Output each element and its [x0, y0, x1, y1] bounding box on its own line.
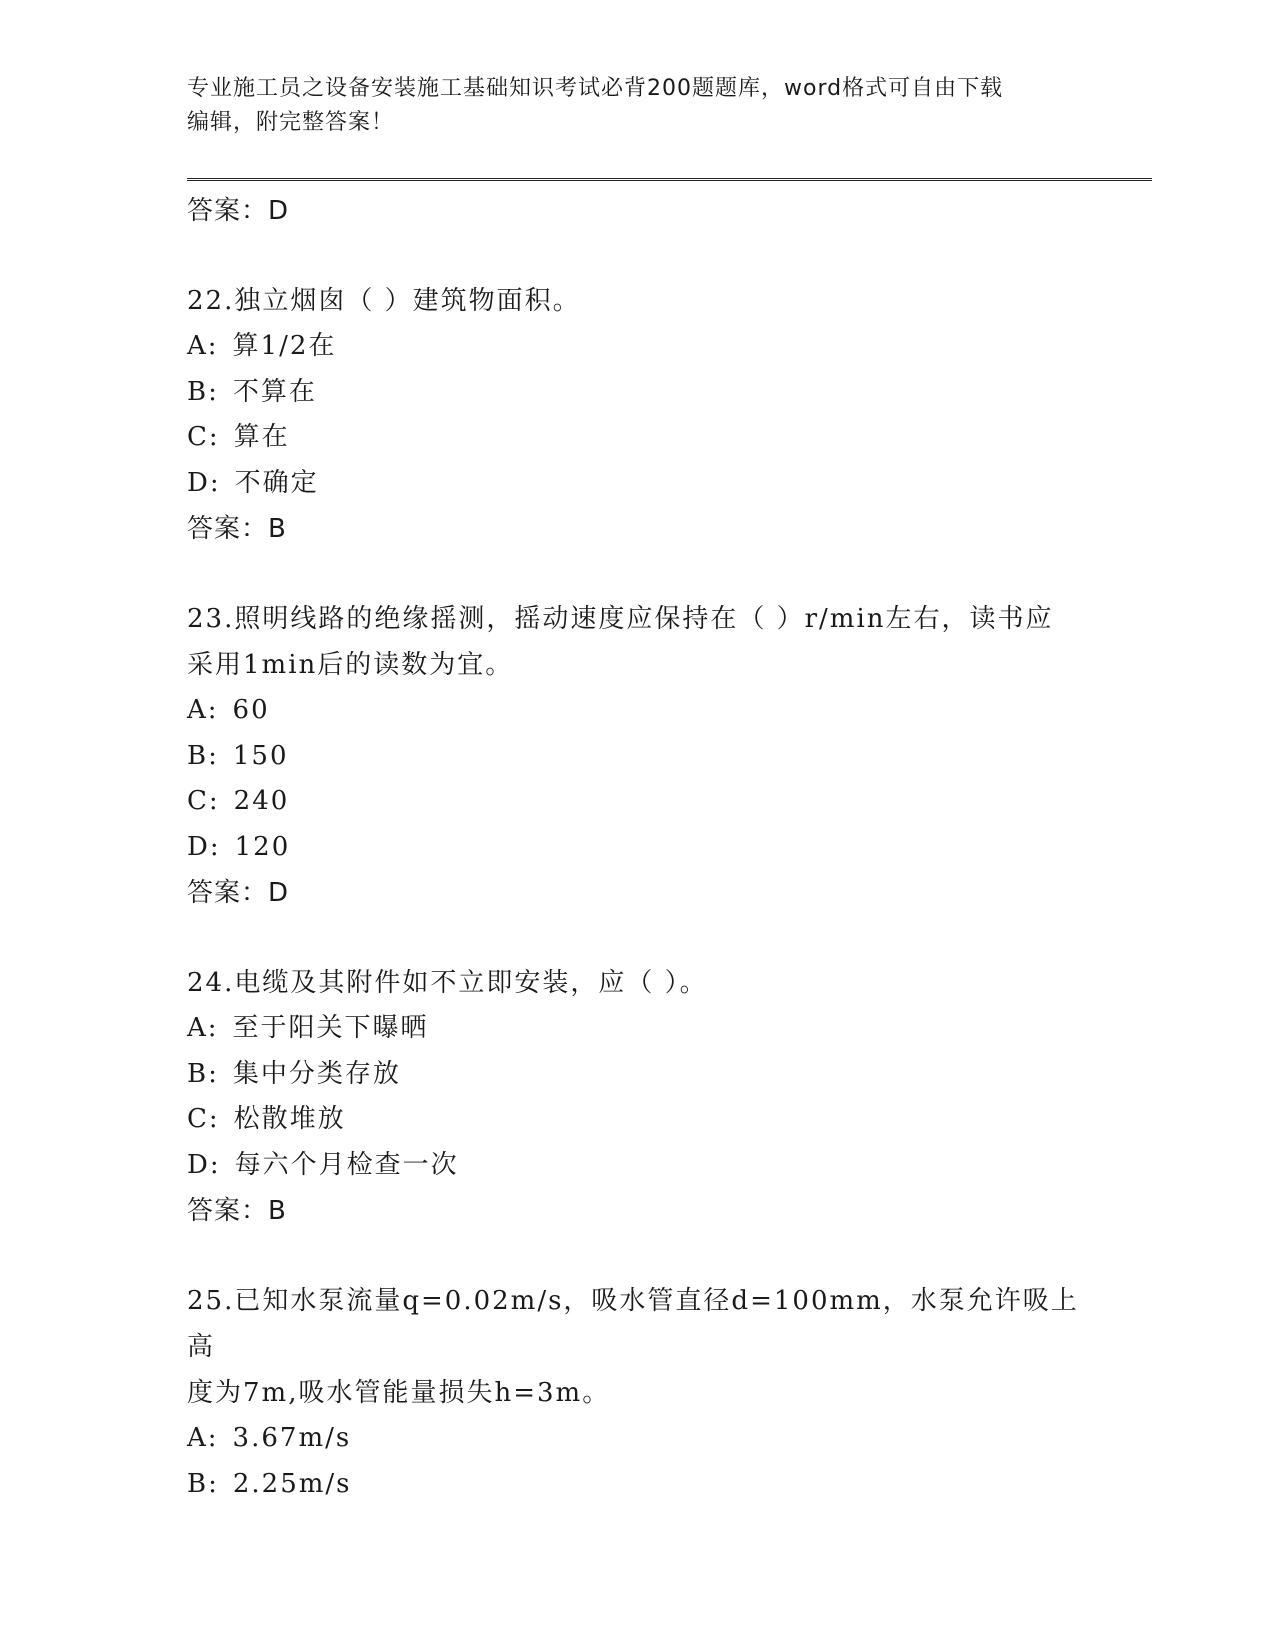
- option-separator: :: [209, 831, 221, 862]
- option-separator: :: [207, 695, 219, 725]
- option-text: 算1/2在: [232, 331, 337, 361]
- document-header: [187, 72, 1067, 140]
- option-key: C: [187, 1104, 209, 1134]
- option-key: A: [187, 1013, 208, 1043]
- option-separator: :: [208, 1104, 220, 1134]
- option-d: [187, 461, 1087, 507]
- option-key: D: [187, 831, 210, 862]
- question-text: 24.电缆及其附件如不立即安装，应（ ）。: [187, 968, 708, 998]
- option-text: 不算在: [232, 376, 317, 407]
- option-text: 算在: [233, 422, 290, 452]
- option-a: [187, 1416, 1087, 1462]
- question-block: [187, 960, 1087, 1234]
- header-line-2: 编辑，附完整答案！: [187, 110, 395, 135]
- option-text: 集中分类存放: [232, 1058, 401, 1089]
- option-key: B: [187, 740, 209, 771]
- option-separator: :: [207, 331, 219, 361]
- question-text: 25.已知水泵流量q=0.02m/s，吸水管直径d=100mm，水泵允许吸上高: [187, 1286, 1079, 1362]
- header-line-1: 专业施工员之设备安装施工基础知识考试必背200题题库，word格式可自由下载: [187, 76, 1004, 101]
- option-d: [187, 1143, 1087, 1189]
- option-a: [187, 1006, 1087, 1052]
- option-text: 不确定: [234, 467, 319, 498]
- option-b: [187, 370, 1087, 416]
- option-text: 120: [234, 831, 291, 862]
- question-text: 23.照明线路的绝缘摇测，摇动速度应保持在（ ）r/min左右，读书应: [187, 604, 1054, 634]
- option-key: C: [187, 422, 209, 452]
- question-block: [187, 596, 1087, 916]
- option-c: [187, 1097, 1087, 1143]
- answer-line: 答案：B: [187, 1196, 287, 1226]
- option-separator: :: [209, 1149, 221, 1180]
- question-text-continued: 采用1min后的读数为宜。: [187, 650, 514, 680]
- option-text: 60: [232, 695, 270, 725]
- option-separator: :: [208, 422, 220, 452]
- option-text: 2.25m/s: [232, 1468, 352, 1499]
- option-b: [187, 1462, 1087, 1508]
- option-key: B: [187, 1058, 209, 1089]
- question-list: [187, 188, 1087, 1507]
- option-key: B: [187, 1468, 209, 1499]
- question-block: [187, 278, 1087, 552]
- answer-line: 答案：B: [187, 514, 287, 544]
- answer-line: 答案：D: [187, 878, 290, 908]
- option-key: C: [187, 786, 209, 816]
- option-separator: :: [207, 1423, 219, 1453]
- option-c: [187, 779, 1087, 825]
- option-separator: :: [209, 467, 221, 498]
- option-text: 240: [233, 786, 290, 816]
- option-c: [187, 415, 1087, 461]
- option-separator: :: [208, 786, 220, 816]
- option-key: D: [187, 467, 210, 498]
- option-d: [187, 825, 1087, 871]
- question-block: [187, 1278, 1087, 1507]
- option-text: 至于阳关下曝晒: [232, 1013, 429, 1043]
- question-text: 22.独立烟囱（ ）建筑物面积。: [187, 286, 581, 316]
- option-key: A: [187, 695, 208, 725]
- option-key: D: [187, 1149, 210, 1180]
- option-text: 150: [232, 740, 289, 771]
- option-text: 3.67m/s: [232, 1423, 352, 1453]
- option-b: [187, 1052, 1087, 1098]
- option-key: B: [187, 376, 209, 407]
- option-separator: :: [208, 740, 219, 771]
- option-separator: :: [207, 1013, 219, 1043]
- header-divider: [187, 178, 1152, 181]
- option-key: A: [187, 1423, 208, 1453]
- option-a: [187, 688, 1087, 734]
- option-key: A: [187, 331, 208, 361]
- answer-line: 答案：D: [187, 196, 290, 226]
- option-text: 每六个月检查一次: [234, 1149, 459, 1180]
- option-separator: :: [208, 376, 219, 407]
- option-text: 松散堆放: [233, 1104, 346, 1134]
- option-separator: :: [208, 1468, 219, 1499]
- option-b: [187, 734, 1087, 780]
- option-a: [187, 324, 1087, 370]
- option-separator: :: [208, 1058, 219, 1089]
- question-text-continued: 度为7m,吸水管能量损失h=3m。: [187, 1378, 611, 1408]
